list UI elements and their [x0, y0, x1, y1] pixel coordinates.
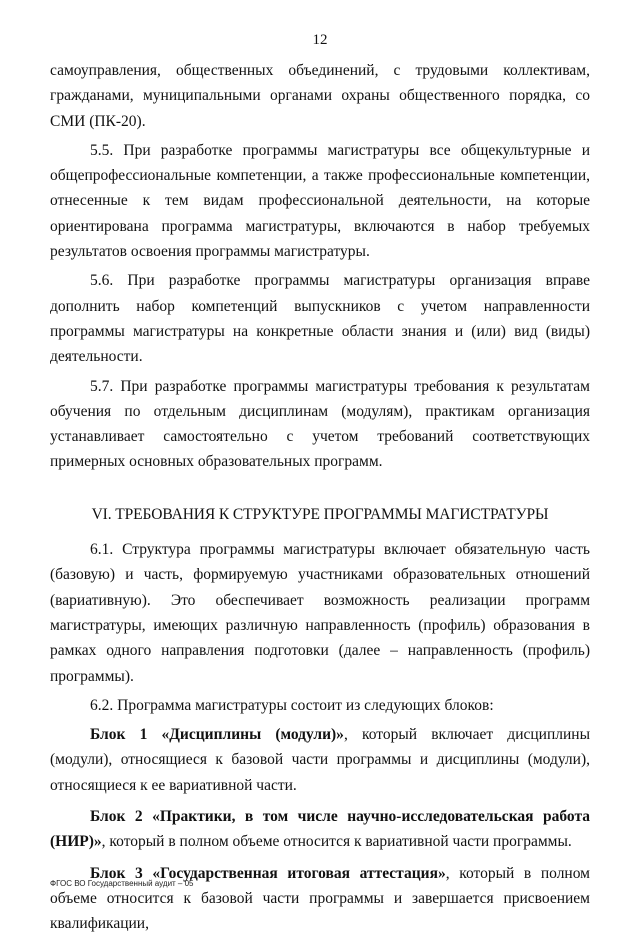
footer-label: ФГОС ВО Государственный аудит – 05	[50, 879, 194, 888]
paragraph-5-5: 5.5. При разработке программы магистратуры все общекультурные и общепрофессиональные компетенции, а также профессиональные компетенции, отнесенные к тем видам профессиональной деятельности, на которые ориентирована программа магистратуры, включаются в набор требуемых результатов освоения программы магистратуры.	[50, 141, 590, 261]
block-3-text: , который в полном объеме относится к базовой части программы и завершается присвоением квалификации,	[50, 864, 590, 933]
block-1-title: Блок 1 «Дисциплины (модули)»	[90, 726, 344, 744]
block-2-text: , который в полном объеме относится к вариативной части программы.	[101, 833, 572, 851]
paragraph-6-2: 6.2. Программа магистратуры состоит из следующих блоков:	[90, 696, 494, 714]
block-2-paragraph	[50, 804, 590, 855]
block-1-text: , который включает дисциплины (модули), относящиеся к базовой части программы и дисциплины (модули), относящиеся к ее вариативной части.	[50, 726, 590, 794]
block-3-paragraph	[50, 861, 590, 937]
block-2-title: Блок 2 «Практики, в том числе научно-исследовательская работа (НИР)»	[50, 808, 590, 851]
paragraph-continuation: самоуправления, общественных объединений, с трудовыми коллективам, гражданами, муниципальными органами охраны общественного порядка, со СМИ (ПК-20).	[50, 62, 590, 130]
section-heading: VI. ТРЕБОВАНИЯ К СТРУКТУРЕ ПРОГРАММЫ МАГИСТРАТУРЫ	[91, 505, 549, 523]
block-1-paragraph	[50, 722, 590, 798]
paragraph-5-6: 5.6. При разработке программы магистратуры организация вправе дополнить набор компетенций выпускников с учетом направленности программы магистратуры на конкретные области знания и (или) вид (виды) деятельности.	[50, 272, 590, 366]
page-number: 12	[312, 32, 328, 48]
paragraph-6-1: 6.1. Структура программы магистратуры включает обязательную часть (базовую) и часть, формируемую участниками образовательных отношений (вариативную). Это обеспечивает возможность реализации программ магистратуры, имеющих различную направленность (профиль) образования в рамках одного направления подготовки (далее – направленность (профиль) программы).	[50, 541, 590, 685]
block-3-title: Блок 3 «Государственная итоговая аттестация»	[90, 864, 446, 882]
paragraph-5-7: 5.7. При разработке программы магистратуры требования к результатам обучения по отдельным дисциплинам (модулям), практикам организация устанавливает самостоятельно с учетом требований соответствующих примерных основных образовательных программ.	[50, 377, 590, 471]
document-body	[50, 58, 590, 937]
